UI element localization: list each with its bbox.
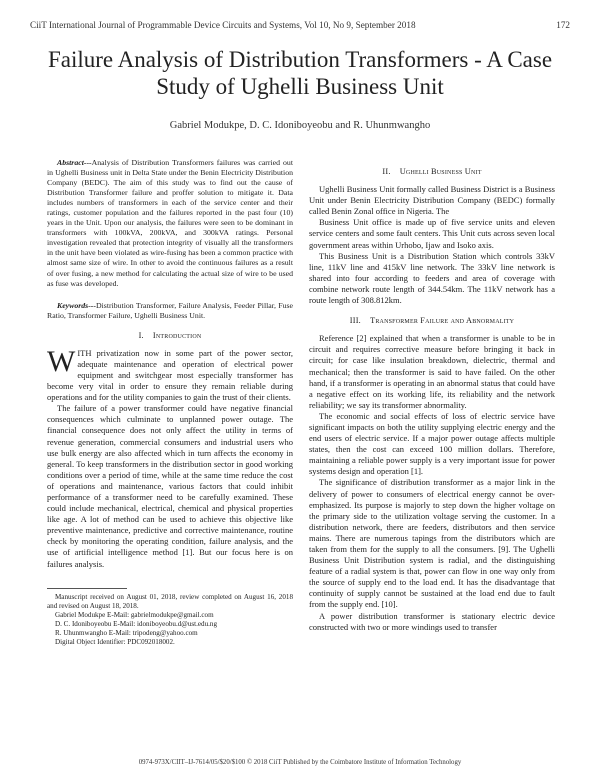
- abstract-text: Analysis of Distribution Transformers failures was carried out in Ughelli Business unit in Delta State under the Benin Electricity Distribution Company (BEDC). The aim of this study was to find out the cause of Distribution Transformer failure and proffer solution to mitigate it. Data includes numbers of transformers in each of the service center and their ratings, customer population and the failures reported in the past four (10) years in the Unit. Upon our analysis, the failures were seen to be dominant in transformers with 100kVA, 200kVA, and 300kVA ratings. Personal investigation revealed that protection integrity of visually all the transformers in the unit have been violated as wire-fusing has been a common practice with almost same size of wire. In other to avoid the continuous failures as a result of over fusing, a new method for calculating the actual size of wire to be used as fuse was developed.: [47, 158, 293, 288]
- section-heading-introduction: [47, 330, 293, 341]
- keywords-text: Distribution Transformer, Failure Analysis, Feeder Pillar, Fuse Ratio, Transformer Failure, Ughelli Business Unit.: [47, 300, 293, 320]
- section3-paragraph: Reference [2] explained that when a transformer is unable to be in circuit and requires corrective measure before bringing it back in circuit; for case like insulation breakdown, dielectric, thermal and mechanical; then the transformer is said to have failed. On the other hand, if a transformer is operating in an abnormal status that could have a negative effect on its working life, its reliability and the network reliability; we say its transformer abnormality.: [309, 333, 555, 410]
- keywords-paragraph: [47, 301, 293, 321]
- section-title: Introduction: [152, 330, 202, 340]
- section-heading-failure: [309, 315, 555, 326]
- section2-paragraph: This Business Unit is a Distribution Station which controls 33kV line, 11kV line and 415kV line network. The 33kV line network is shared into four according to feeders and area of coverage with combine network route length of 344.54km. The 11kV network has a route length of 308.812km.: [309, 250, 555, 306]
- section-title: Transformer Failure and Abnormality: [370, 316, 515, 326]
- paper-title: Failure Analysis of Distribution Transformers - A Case Study of Ughelli Business Unit: [47, 47, 553, 99]
- section3-paragraph: The significance of distribution transformer as a major link in the delivery of power to consumers of electrical energy cannot be over-emphasized. Its purpose is majorly to step down the higher voltage on the primary side to the utilization voltage serving the customer. In a distribution network, there are feeders, distributors and then service mains. There are numerous tapings from the distributors which are taken from them for the supply to all the consumers. [9]. The Ughelli Business Unit Distribution system is radial, and the distinguishing feature of a radial system is that, power can flow in one way only from the source of supply end to the load end. It has the disadvantage that continuity of supply cannot be sustained at the load end due to fault from the supply end. [10].: [309, 477, 555, 610]
- journal-name: CiiT International Journal of Programmable Device Circuits and Systems, Vol 10, No 9, September 2018: [30, 20, 416, 30]
- section2-paragraph: Business Unit office is made up of five service units and eleven service centers and some fault centers. This Unit cuts across seven local government areas within Urhobo, Ijaw and Isoko axis.: [309, 217, 555, 250]
- drop-cap: W: [47, 344, 76, 378]
- footnote: D. C. Idoniboyeobu E-Mail: idoniboyeobu.d@ust.edu.ng: [55, 619, 217, 628]
- right-column: [309, 158, 555, 633]
- intro-paragraph-1: [47, 344, 293, 403]
- abstract-paragraph: [47, 158, 293, 289]
- section-heading-ughelli: [309, 166, 555, 177]
- section-number: II.: [382, 167, 391, 176]
- section3-paragraph: A power distribution transformer is stationary electric device constructed with two or more windings used to transfer: [309, 610, 555, 632]
- keywords-lead: Keywords---: [57, 300, 96, 310]
- abstract: [47, 158, 293, 289]
- footnote: Manuscript received on August 01, 2018, review completed on August 16, 2018 and revised on August 18, 2018.: [47, 592, 293, 610]
- author-list: Gabriel Modukpe, D. C. Idoniboyeobu and R. Uhunmwangho: [169, 120, 431, 131]
- abstract-lead: Abstract---: [57, 158, 92, 167]
- footnote: R. Uhunmwangho E-Mail: tripodeng@yahoo.com: [55, 629, 198, 638]
- footnote: Digital Object Identifier: PDC092018002.: [55, 638, 175, 647]
- left-column: [47, 158, 293, 647]
- running-header: [30, 20, 570, 30]
- section3-paragraph: The economic and social effects of loss of electric service have significant impacts on both the utility supplying electric energy and the end users of electric service. If a major power outage affects multiple states, then the cost can exceed 100 million dollars. Therefore, maintaining a reliable power supply is a very important issue for power systems design and operation [1].: [309, 410, 555, 477]
- section-number: III.: [349, 316, 361, 326]
- intro-paragraph-1-text: ITH privatization now in some part of the power sector, adequate maintenance and operation of electrical power equipment and switchgear most especially transformer has become very vital in order to ensure they remain reliable during operations and for the utility companies to gain the trust of their clients.: [47, 347, 293, 403]
- keywords: [47, 301, 293, 321]
- intro-paragraph-2: The failure of a power transformer could have negative financial consequences which culminate to unplanned power outage. The financial consequence does not only affect the utility in terms of revenue generation, commercial consumers and industrial users who use bulk energy are also affected which in turn affects the economy in general. To keep transformers in the distribution sector in good working conditions over a period of time, while at the same time reduce the cost of operations and maintenance, various factors that could inhibit performance of a transformer need to be carefully examined. These could include mechanical, electrical, chemical and physical properties like age. A lot of method can be used to achieve this objective like preventive maintenance, predictive and corrective maintenance, routine check by monitoring the operating condition, failure analysis, and the use of artificial intelligence method [1]. But our focus here is on failures analysis.: [47, 403, 293, 569]
- section-title: Ughelli Business Unit: [399, 167, 482, 176]
- footnotes: [47, 593, 293, 648]
- page-footer: 0974-973X/CIIT–IJ-7614/05/$20/$100 © 2018 CiiT Published by the Coimbatore Institute of Information Technology: [138, 759, 462, 766]
- page-number: 172: [556, 20, 570, 30]
- section2-paragraph: Ughelli Business Unit formally called Business District is a Business Unit under Benin Electricity Distribution Company (BEDC) formally called Benin Zonal office in Nigeria. The: [309, 184, 555, 217]
- section-number: I.: [138, 330, 144, 340]
- footnote: Gabriel Modukpe E-Mail: gabrielmodukpe@gmail.com: [55, 610, 214, 619]
- footnote-divider: [47, 588, 127, 589]
